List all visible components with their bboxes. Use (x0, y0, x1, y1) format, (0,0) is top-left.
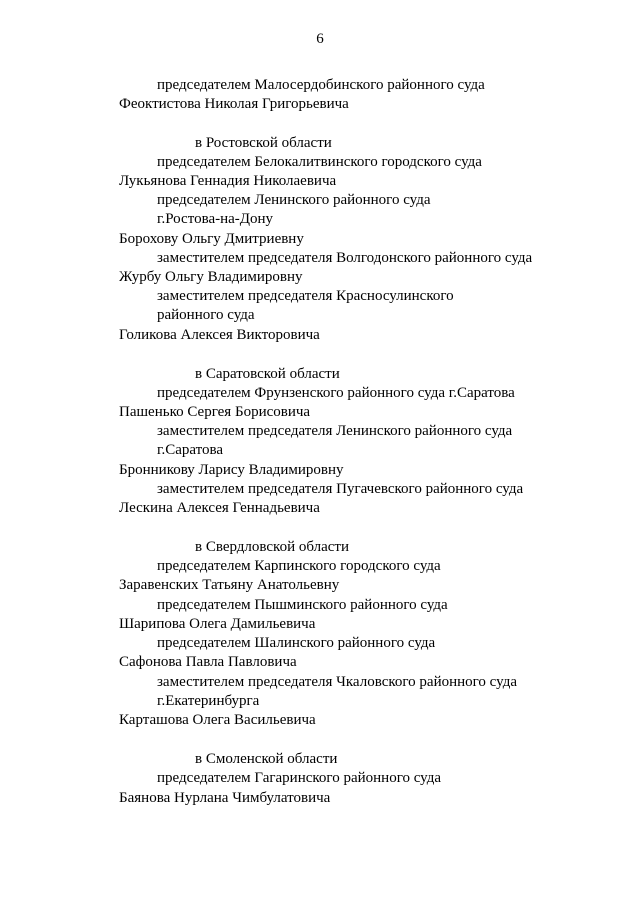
position-line: председателем Пышминского районного суда (157, 597, 448, 613)
position-line: заместителем председателя Чкаловского районного суда (157, 674, 517, 690)
region-heading: в Смоленской области (195, 751, 338, 767)
position-line: председателем Фрунзенского районного суда г.Саратова (157, 385, 515, 401)
person-name: Шарипова Олега Дамильевича (119, 616, 316, 632)
page-number: 6 (316, 31, 324, 47)
person-name: Сафонова Павла Павловича (119, 654, 297, 670)
position-line: председателем Гагаринского районного суда (157, 770, 442, 786)
position-line: заместителем председателя Пугачевского районного суда (157, 481, 524, 497)
person-name: Голикова Алексея Викторовича (119, 327, 320, 343)
position-line: председателем Карпинского городского суда (157, 558, 441, 574)
position-line: председателем Малосердобинского районного суда (157, 77, 485, 93)
person-name: Карташова Олега Васильевича (119, 712, 316, 728)
person-name: Феоктистова Николая Григорьевича (119, 96, 349, 112)
position-line: г.Ростова-на-Дону (157, 211, 274, 227)
person-name: Баянова Нурлана Чимбулатовича (119, 790, 331, 806)
region-heading: в Саратовской области (195, 366, 340, 382)
position-line: г.Саратова (157, 442, 224, 458)
person-name: Заравенских Татьяну Анатольевну (119, 577, 340, 593)
position-line: г.Екатеринбурга (157, 693, 260, 709)
person-name: Лескина Алексея Геннадьевича (119, 500, 320, 516)
position-line: председателем Ленинского районного суда (157, 192, 431, 208)
position-line: председателем Шалинского районного суда (157, 635, 436, 651)
position-line: председателем Белокалитвинского городского суда (157, 154, 482, 170)
position-line: заместителем председателя Красносулинского (157, 288, 454, 304)
person-name: Бронникову Ларису Владимировну (119, 462, 344, 478)
person-name: Пашенько Сергея Борисовича (119, 404, 311, 420)
person-name: Журбу Ольгу Владимировну (119, 269, 303, 285)
region-heading: в Свердловской области (195, 539, 350, 555)
position-line: районного суда (157, 307, 255, 323)
position-line: заместителем председателя Ленинского районного суда (157, 423, 513, 439)
region-heading: в Ростовской области (195, 135, 332, 151)
person-name: Борохову Ольгу Дмитриевну (119, 231, 304, 247)
position-line: заместителем председателя Волгодонского районного суда (157, 250, 533, 266)
person-name: Лукьянова Геннадия Николаевича (119, 173, 337, 189)
